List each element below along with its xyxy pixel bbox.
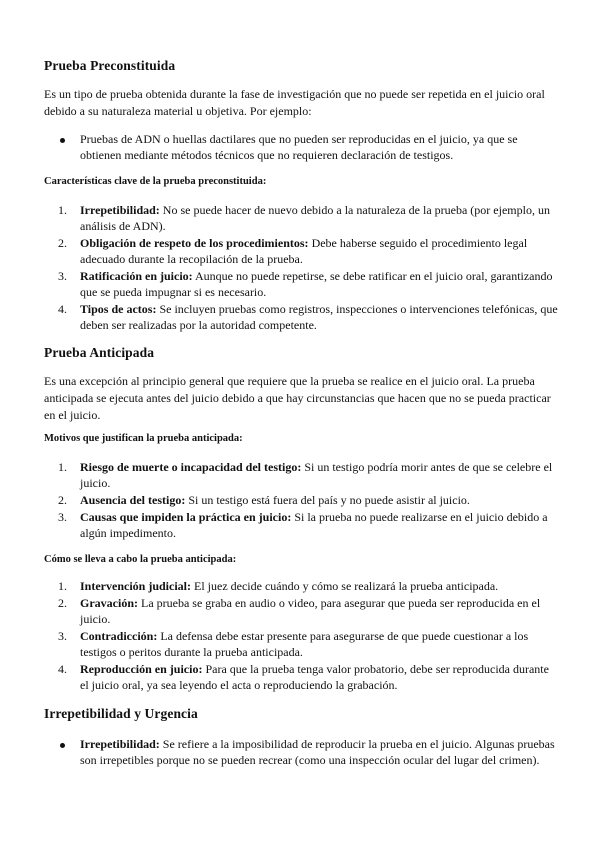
section-heading-prueba-preconstituida: Prueba Preconstituida — [44, 58, 176, 73]
list-item: Pruebas de ADN o huellas dactilares que no pueden ser reproducidas en el juicio, ya que se obtienen mediante métodos técnicos que no requieren declaración de testigos. — [44, 131, 558, 163]
list-item: 2. Gravación: La prueba se graba en audio o video, para asegurar que pueda ser reproducida en el juicio. — [58, 596, 541, 626]
bullet-icon — [60, 138, 65, 143]
example-list — [44, 131, 558, 163]
irrepetibilidad-list — [44, 736, 558, 768]
list-item: 3. Contradicción: La defensa debe estar presente para asegurarse de que puede cuestionar a los testigos o peritos durante la prueba anticipada. — [58, 629, 529, 659]
paragraph-prueba-anticipada: Es una excepción al principio general que requiere que la prueba se realice en el juicio oral. La prueba anticipada se ejecuta antes del juicio debido a que hay circunstancias que hacen que no se pueda practicar en el juicio. — [44, 374, 551, 422]
list-item: Irrepetibilidad: Se refiere a la imposibilidad de reproducir la prueba en el juicio. Algunas pruebas son irrepetibles porque no se pueden recrear (como una inspección ocular del lugar del crimen). — [44, 736, 558, 768]
list-item: 2. Obligación de respeto de los procedimientos: Debe haberse seguido el procedimiento legal adecuado durante la recopilación de la prueba. — [58, 236, 528, 266]
subheading-como-se-lleva: Cómo se lleva a cabo la prueba anticipada: — [44, 554, 237, 565]
list-item: 4. Tipos de actos: Se incluyen pruebas como registros, inspecciones o intervenciones telefónicas, que deben ser realizadas por la autoridad competente. — [58, 302, 558, 332]
paragraph-prueba-preconstituida: Es un tipo de prueba obtenida durante la fase de investigación que no puede ser repetida en el juicio oral debido a su naturaleza material u objetiva. Por ejemplo: — [44, 87, 545, 118]
list-item: 4. Reproducción en juicio: Para que la prueba tenga valor probatorio, debe ser reproducida durante el juicio oral, ya sea leyendo el acta o reproduciendo la grabación. — [58, 662, 549, 692]
bullet-icon — [60, 743, 65, 748]
section-heading-prueba-anticipada: Prueba Anticipada — [44, 345, 155, 360]
list-item: 2. Ausencia del testigo: Si un testigo está fuera del país y no puede asistir al juicio. — [58, 493, 470, 507]
caracteristicas-list — [44, 202, 558, 334]
section-heading-irrepetibilidad-urgencia: Irrepetibilidad y Urgencia — [44, 706, 198, 721]
subheading-caracteristicas: Características clave de la prueba preconstituida: — [44, 176, 267, 187]
list-item: 3. Causas que impiden la práctica en juicio: Si la prueba no puede realizarse en el juicio debido a algún impedimento. — [58, 510, 548, 540]
motivos-list — [44, 459, 558, 542]
list-item: 1. Irrepetibilidad: No se puede hacer de nuevo debido a la naturaleza de la prueba (por ejemplo, un análisis de ADN). — [58, 203, 550, 233]
subheading-motivos: Motivos que justifican la prueba anticipada: — [44, 433, 243, 444]
list-item: 1. Intervención judicial: El juez decide cuándo y cómo se realizará la prueba anticipada. — [58, 579, 499, 593]
list-item: 3. Ratificación en juicio: Aunque no puede repetirse, se debe ratificar en el juicio oral, garantizando que se pueda impugnar si es necesario. — [58, 269, 553, 299]
list-item: 1. Riesgo de muerte o incapacidad del testigo: Si un testigo podría morir antes de que se celebre el juicio. — [58, 460, 553, 490]
procedimiento-list — [44, 578, 558, 694]
